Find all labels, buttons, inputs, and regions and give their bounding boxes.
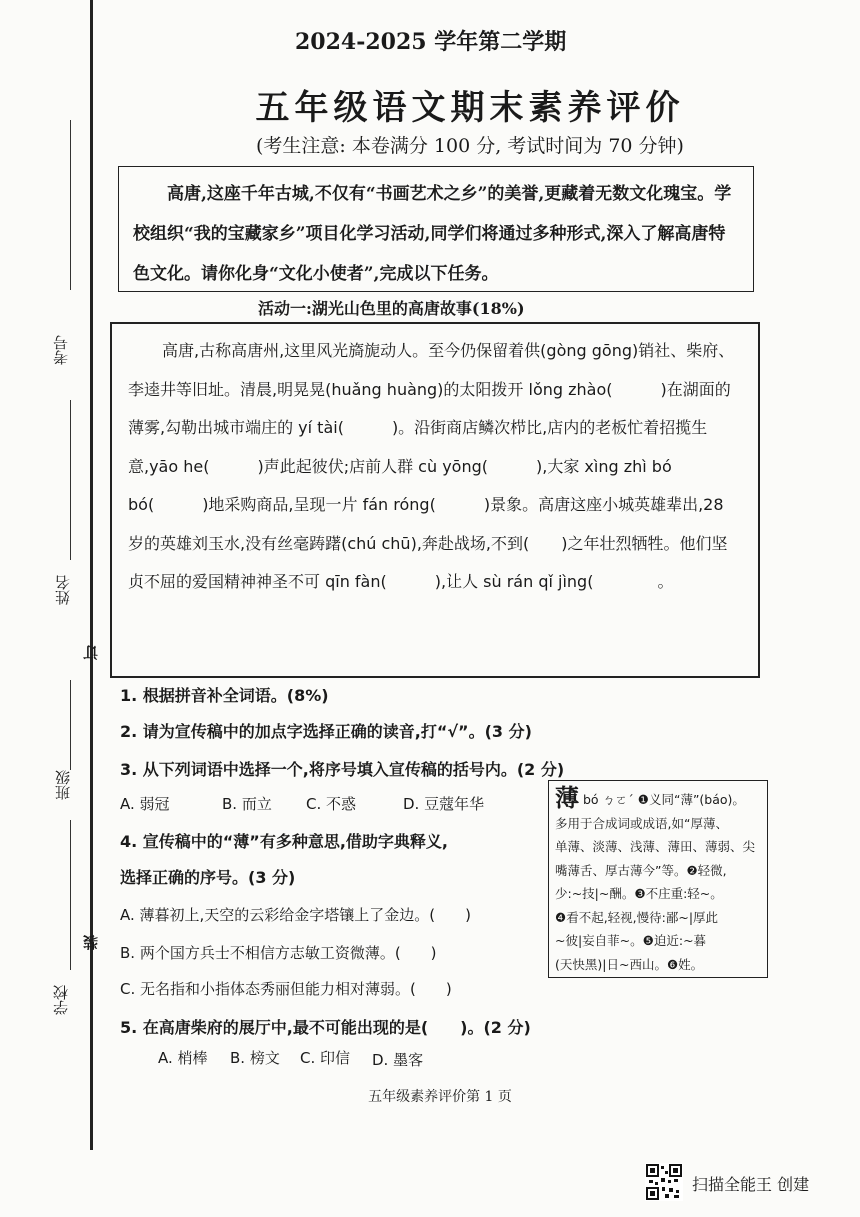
dict-line-6: ❹看不起,轻视,慢待:鄙~|厚此 xyxy=(555,909,719,925)
dict-line-1: 薄 bó ㄅㄛˊ ❶义同“薄”(báo)。 xyxy=(555,783,745,812)
q5-option-a: A. 梢棒 xyxy=(158,1049,208,1067)
qr-code-icon xyxy=(645,1163,683,1201)
passage-box xyxy=(110,322,760,678)
dict-line-8: (天快黑)|日~西山。❻姓。 xyxy=(555,956,704,972)
dict-line-3: 单薄、淡薄、浅薄、薄田、薄弱、尖 xyxy=(555,839,756,854)
question-1: 1. 根据拼音补全词语。(8%) xyxy=(120,686,329,705)
ding-mark: 订 xyxy=(82,645,100,660)
scanner-watermark: 扫描全能王 创建 xyxy=(692,1175,810,1194)
dict-headword: 薄 xyxy=(555,783,579,812)
name-label: 姓名 xyxy=(54,575,72,605)
intro-text: 高唐,这座千年古城,不仅有“书画艺术之乡”的美誉,更藏着无数文化瑰宝。学校组织“我的宝藏家乡”项目化学习活动,同学们将通过多种形式,深入了解高唐特色文化。请你化身“文化小使者”,完成以下任务。 xyxy=(133,184,732,284)
q4-option-b: B. 两个国方兵士不相信方志敏工资微薄。( ) xyxy=(120,944,437,962)
q3-option-d: D. 豆蔻年华 xyxy=(403,795,485,813)
q3-option-c: C. 不惑 xyxy=(306,795,357,813)
dictionary-entry xyxy=(548,780,768,978)
q4-option-a: A. 薄暮初上,天空的云彩给金字塔镶上了金边。( ) xyxy=(120,906,472,924)
q3-option-b: B. 而立 xyxy=(222,795,272,813)
class-rule xyxy=(70,680,71,770)
question-3: 3. 从下列词语中选择一个,将序号填入宣传稿的括号内。(2 分) xyxy=(120,760,565,779)
class-label: 班级 xyxy=(54,770,72,800)
exam-note: (考生注意: 本卷满分 100 分, 考试时间为 70 分钟) xyxy=(256,135,684,157)
activity1-title: 活动一:湖光山色里的高唐故事(18%) xyxy=(258,299,525,318)
question-5: 5. 在高唐柴府的展厅中,最不可能出现的是( )。(2 分) xyxy=(120,1018,531,1037)
page-footer: 五年级素养评价第 1 页 xyxy=(368,1089,512,1105)
question-4-line2: 选择正确的序号。(3 分) xyxy=(120,868,296,887)
term-heading: 2024-2025 学年第二学期 xyxy=(295,29,567,55)
passage-text: 高唐,古称高唐州,这里风光旖旎动人。至今仍保留着供(gòng gōng)销社、柴府、李逵井等旧址。清晨,明晃晃(huǎng huàng)的太阳拨开 lǒng zhào( )在湖面的薄雾,勾勒出城市端庄的 yí tài( )。沿街商店鳞次栉比,店内的老板忙着招揽生意,yāo he( )声此起彼伏;店前人群 cù yōng( ),大家 xìng zhì bó bó( )地采购商品,呈现一片 fán róng( )景象。高唐这座小城英雄辈出,28 岁的英雄刘玉水,没有丝毫踌躇(chú chū),奔赴战场,不到( )之年壮烈牺牲。他们坚贞不屈的爱国精神神圣不可 qīn fàn( ),让人 sù rán qǐ jìng( 。 xyxy=(128,341,735,591)
binding-line xyxy=(90,0,93,1150)
dict-line-7: ~彼|妄自菲~。❺迫近:~暮 xyxy=(555,933,707,948)
name-rule xyxy=(70,400,71,560)
zhuang-mark: 装 xyxy=(82,935,100,950)
dict-line-2: 多用于合成词或成语,如“厚薄、 xyxy=(555,815,728,831)
q4-option-c: C. 无名指和小指体态秀丽但能力相对薄弱。( ) xyxy=(120,980,452,998)
school-label: 学校 xyxy=(52,985,70,1015)
intro-box xyxy=(118,166,754,292)
question-4-line1: 4. 宣传稿中的“薄”有多种意思,借助字典释义, xyxy=(120,832,448,851)
q5-option-d: D. 墨客 xyxy=(372,1051,424,1069)
dict-line-5: 少:~技|~酬。❸不庄重:轻~。 xyxy=(555,886,723,901)
question-2: 2. 请为宣传稿中的加点字选择正确的读音,打“√”。(3 分) xyxy=(120,722,532,741)
q5-option-b: B. 榜文 xyxy=(230,1049,280,1067)
exam-no-label: 考号 xyxy=(52,335,70,365)
q5-option-c: C. 印信 xyxy=(300,1049,351,1067)
dict-line-4: 嘴薄舌、厚古薄今”等。❷轻微, xyxy=(555,862,727,878)
q3-option-a: A. 弱冠 xyxy=(120,795,170,813)
page-title: 五年级语文期末素养评价 xyxy=(255,88,685,128)
school-rule xyxy=(70,820,71,970)
